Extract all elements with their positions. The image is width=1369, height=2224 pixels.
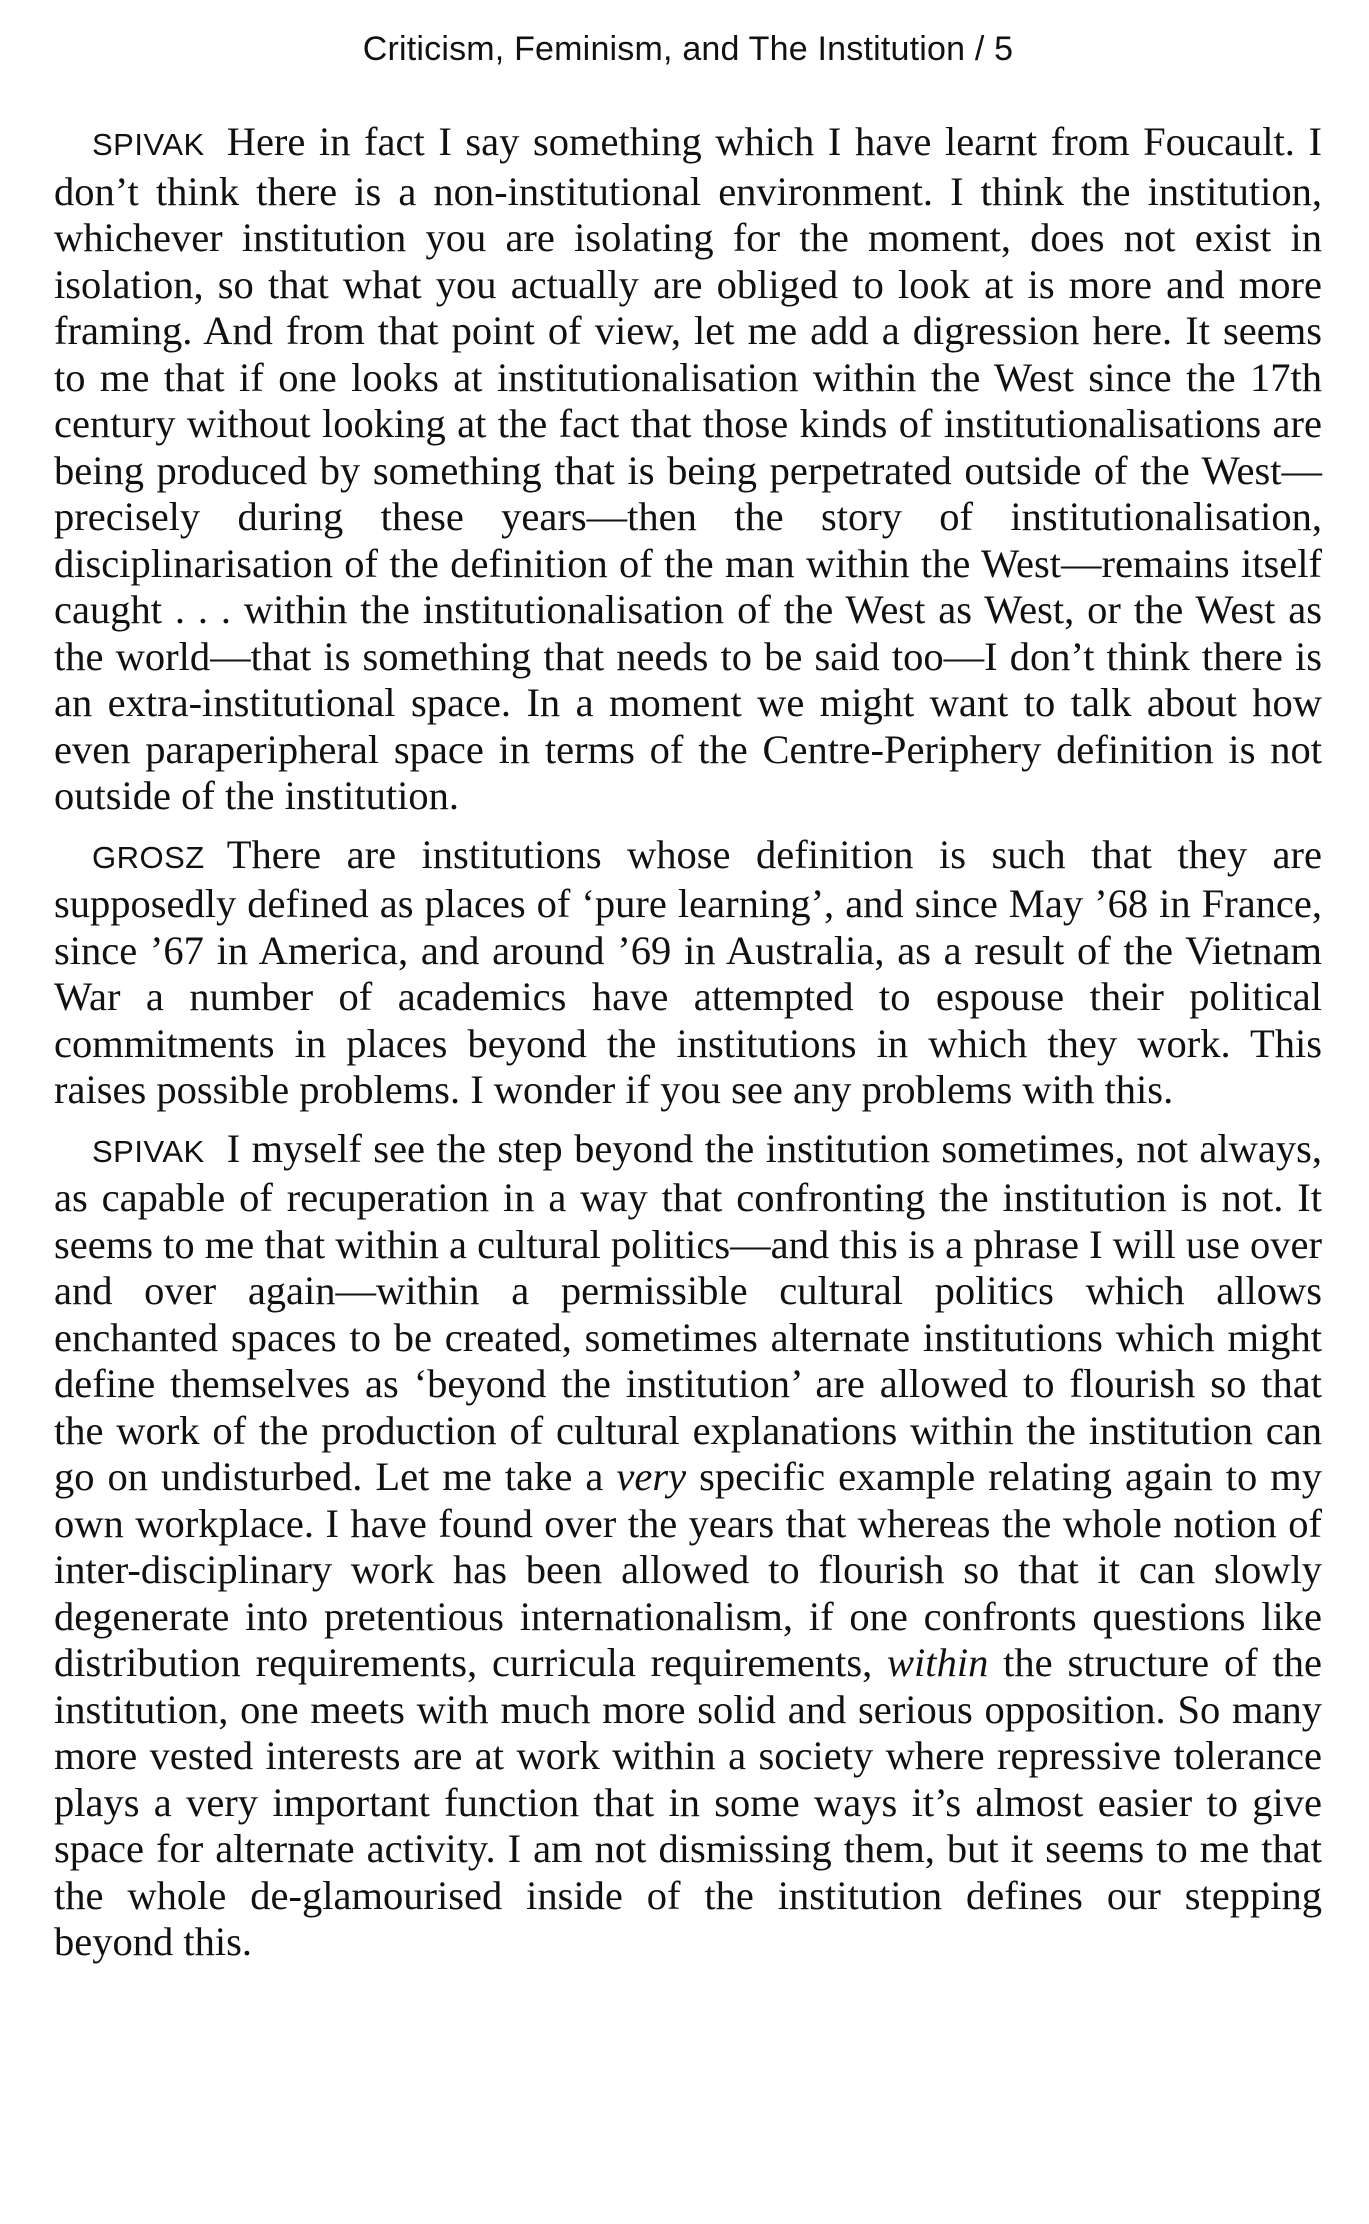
speaker-label: GROSZ <box>92 839 205 875</box>
paragraph-grosz <box>54 832 1322 1114</box>
speaker-label: SPIVAK <box>92 1133 205 1169</box>
text-segment: specific example relating again to my own workplace. I have found over the years that whereas the whole notion of inter-disciplinary work has been allowed to flourish so that it can slowly degenerate into pretentious internationalism, if one confronts questions like distribution requirements, curricula requirements, <box>54 1454 1322 1685</box>
text-segment: Here in fact I say something which I have learnt from Foucault. I don’t think there is a non-institutional environment. I think the institution, whichever institution you are isolating for the moment, does not exist in isolation, so that what you actually are obliged to look at is more and more framing. And from that point of view, let me add a digression here. It seems to me that if one looks at institutionalisation within the West since the 17th century without looking at the fact that those kinds of institutionalisations are being produced by something that is being perpetrated outside of the West—precisely during these years—then the story of institutionalisation, disciplinarisation of the definition of the man within the West—remains itself caught . . . within the institutionalisation of the West as West, or the West as the world—that is something that needs to be said too—I don’t think there is an extra-institutional space. In a moment we might want to talk about how even paraperipheral space in terms of the Centre-Periphery definition is not outside of the institution. <box>54 119 1322 818</box>
paragraph-spivak-2 <box>54 1126 1322 1966</box>
paragraph-text <box>54 1126 1322 1965</box>
book-page <box>54 0 1322 1978</box>
paragraph-text <box>54 119 1322 818</box>
paragraph-text <box>54 832 1322 1113</box>
speaker-label: SPIVAK <box>92 127 205 162</box>
italic-emphasis: within <box>887 1640 989 1685</box>
running-head: Criticism, Feminism, and The Institution / 5 <box>362 30 1014 68</box>
text-segment: the structure of the institution, one meets with much more solid and serious opposition. So many more vested interests are at work within a society where repressive tolerance plays a very important function that in some ways it’s almost easier to give space for alternate activity. I am not dismissing them, but it seems to me that the whole de-glamourised inside of the institution defines our stepping beyond this. <box>54 1640 1322 1964</box>
text-segment: There are institutions whose definition is such that they are supposedly defined as places of ‘pure learning’, and since May ’68 in France, since ’67 in America, and around ’69 in Australia, as a result of the Vietnam War a number of academics have attempted to espouse their political commitments in places beyond the institutions in which they work. This raises possible problems. I wonder if you see any problems with this. <box>54 831 1322 1112</box>
text-segment: I myself see the step beyond the institution sometimes, not always, as capable of recuperation in a way that confronting the institution is not. It seems to me that within a cultural politics—and this is a phrase I will use over and over again—within a permissible cultural politics which allows enchanted spaces to be created, sometimes alternate institutions which might define themselves as ‘beyond the institution’ are allowed to flourish so that the work of the production of cultural explanations within the institution can go on undisturbed. Let me take a <box>54 1125 1322 1499</box>
italic-emphasis: very <box>616 1454 687 1499</box>
paragraph-spivak-1 <box>54 119 1322 820</box>
